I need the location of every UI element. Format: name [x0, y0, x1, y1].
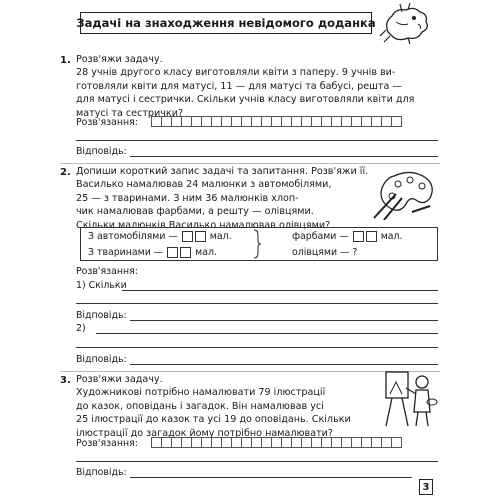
task1-line: 28 учнів другого класу виготовляли квіти з паперу. 9 учнів ви-	[76, 67, 396, 79]
solution-label: Розв'язання:	[76, 117, 138, 128]
task-number: 1.	[60, 55, 71, 66]
answer-box[interactable]	[195, 231, 206, 242]
task2-line: Скільки малюнків Василько намалював олівцями?	[76, 219, 331, 231]
task3-line: до казок, оповідань і загадок. Він намалював усі	[76, 400, 324, 412]
task2-line: Василько намалював 24 малюнки з автомобілями,	[76, 179, 332, 191]
solution-grid[interactable]	[151, 437, 401, 448]
task-number: 2.	[60, 167, 71, 178]
task2-line: Допиши короткий запис задачі та запитання. Розв'яжи її.	[76, 166, 369, 177]
short-record-row	[88, 247, 217, 258]
short-record-row	[292, 247, 357, 258]
task3-text	[76, 373, 351, 440]
record-unit: мал.	[209, 231, 232, 242]
short-record-row	[292, 231, 403, 242]
record-label: З тваринами —	[88, 247, 164, 258]
writing-line[interactable]	[96, 333, 438, 334]
answer-label: Відповідь:	[76, 310, 127, 321]
record-question: ?	[352, 247, 358, 258]
writing-line[interactable]	[122, 290, 438, 291]
solution-grid[interactable]	[151, 116, 401, 127]
task2-text	[76, 165, 368, 232]
task1-line: Розв'яжи задачу.	[76, 54, 163, 65]
record-label: фарбами —	[292, 231, 349, 242]
writing-line[interactable]	[76, 303, 438, 304]
short-record-row	[88, 231, 232, 242]
answer-label: Відповідь:	[76, 354, 127, 365]
palette-brushes-icon	[372, 168, 438, 220]
task1-line: матусі та сестрички?	[76, 107, 184, 119]
answer-box[interactable]	[353, 231, 364, 242]
grid-cell[interactable]	[391, 437, 402, 448]
dragon-illustration-icon	[378, 2, 433, 44]
step-label: 2)	[76, 323, 86, 334]
writing-line[interactable]	[76, 347, 438, 348]
answer-line[interactable]	[130, 156, 438, 157]
writing-line[interactable]	[76, 461, 438, 462]
task3-line: 25 ілюстрації до казок та усі 19 до оповідань. Скільки	[76, 414, 351, 426]
answer-box[interactable]	[167, 247, 178, 258]
task1-line: для матусі і сестрички. Скільки учнів класу виготовляли квіти для	[76, 94, 415, 106]
brace-icon	[252, 229, 262, 259]
record-label: З автомобілями —	[88, 231, 178, 242]
solution-label: Розв'язання:	[76, 266, 138, 277]
solution-label: Розв'язання:	[76, 438, 138, 449]
artist-easel-icon	[382, 368, 438, 430]
answer-label: Відповідь:	[76, 467, 127, 478]
record-unit: мал.	[195, 247, 217, 258]
task3-line: ілюстрації до загадок йому потрібно намалювати?	[76, 427, 334, 439]
page-title: Задачі на знаходження невідомого доданка	[80, 12, 372, 34]
task2-line: 25 — з тваринами. З ним 36 малюнків хлоп-	[76, 192, 299, 204]
answer-label: Відповідь:	[76, 146, 127, 157]
answer-box[interactable]	[182, 231, 193, 242]
task3-line: Художникові потрібно намалювати 79 ілюстрації	[76, 387, 326, 399]
record-unit: мал.	[380, 231, 403, 242]
task1-text	[76, 53, 414, 120]
task1-line: готовляли квіти для матусі, 11 — для матусі та бабусі, решта —	[76, 80, 403, 92]
task2-line: чик намалював фарбами, а решту — олівцями.	[76, 206, 314, 218]
page-number: 3	[419, 479, 433, 495]
record-label: олівцями —	[292, 247, 350, 258]
answer-line[interactable]	[130, 320, 438, 321]
step-label: 1) Скільки	[76, 280, 127, 291]
task-number: 3.	[60, 375, 71, 386]
answer-line[interactable]	[130, 364, 438, 365]
answer-box[interactable]	[366, 231, 377, 242]
answer-box[interactable]	[180, 247, 191, 258]
grid-cell[interactable]	[391, 116, 402, 127]
task3-line: Розв'яжи задачу.	[76, 374, 163, 385]
divider	[60, 163, 440, 164]
writing-line[interactable]	[76, 140, 438, 141]
answer-line[interactable]	[130, 477, 412, 478]
